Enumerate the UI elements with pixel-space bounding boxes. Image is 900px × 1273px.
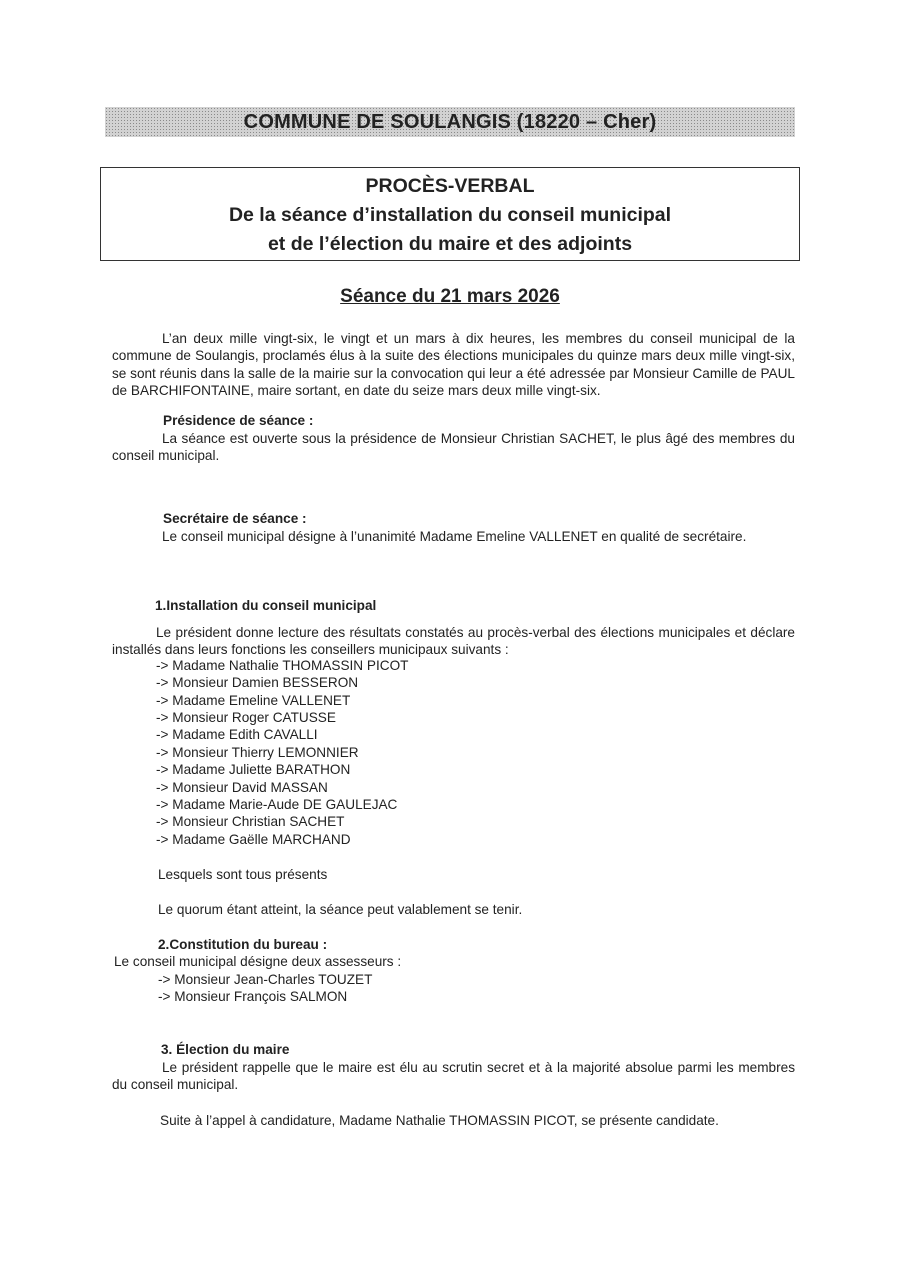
presidence-heading: Présidence de séance :	[163, 413, 314, 428]
commune-title: COMMUNE DE SOULANGIS (18220 – Cher)	[243, 110, 657, 133]
section2-text: Le conseil municipal désigne deux assesseurs :	[114, 954, 402, 969]
member-item: -> Monsieur David MASSAN	[156, 780, 328, 795]
member-item: -> Madame Emeline VALLENET	[156, 693, 351, 708]
quorum-statement: Le quorum étant atteint, la séance peut valablement se tenir.	[158, 902, 523, 917]
seance-date-heading	[0, 286, 900, 308]
document-subtitle-2: et de l’élection du maire et des adjoints	[267, 233, 633, 255]
secretaire-heading: Secrétaire de séance :	[163, 511, 307, 526]
member-item: -> Monsieur Thierry LEMONNIER	[156, 745, 359, 760]
section1-text: Le président donne lecture des résultats constatés au procès-verbal des élections municipales et déclare installés dans leurs fonctions les conseillers municipaux suivants :	[112, 625, 795, 658]
section2-heading: 2.Constitution du bureau :	[158, 937, 328, 952]
title-box	[100, 167, 800, 261]
seance-date: Séance du 21 mars 2026	[340, 286, 560, 307]
member-item: -> Monsieur Roger CATUSSE	[156, 710, 336, 725]
intro-paragraph: L’an deux mille vingt-six, le vingt et un mars à dix heures, les membres du conseil municipal de la commune de Soulangis, proclamés élus à la suite des élections municipales du quinze mars deux mille vingt-six, se sont réunis dans la salle de la mairie sur la convocation qui leur a été adressée par Monsieur Camille de PAUL de BARCHIFONTAINE, maire sortant, en date du seize mars deux mille vingt-six.	[112, 331, 795, 399]
document-subtitle-1: De la séance d’installation du conseil municipal	[228, 204, 672, 226]
section3-heading: 3. Élection du maire	[161, 1042, 290, 1057]
document-title: PROCÈS-VERBAL	[365, 175, 535, 197]
assessor-item: -> Monsieur Jean-Charles TOUZET	[158, 972, 373, 987]
candidature-statement: Suite à l’appel à candidature, Madame Nathalie THOMASSIN PICOT, se présente candidate.	[160, 1113, 719, 1128]
member-item: -> Monsieur Damien BESSERON	[156, 675, 359, 690]
member-item: -> Madame Edith CAVALLI	[156, 727, 318, 742]
secretaire-text: Le conseil municipal désigne à l’unanimité Madame Emeline VALLENET en qualité de secrétaire.	[162, 529, 747, 544]
section1-heading: 1.Installation du conseil municipal	[155, 598, 377, 613]
presidence-text: La séance est ouverte sous la présidence de Monsieur Christian SACHET, le plus âgé des membres du conseil municipal.	[112, 431, 795, 464]
member-item: -> Monsieur Christian SACHET	[156, 814, 345, 829]
assessor-item: -> Monsieur François SALMON	[158, 989, 348, 1004]
member-item: -> Madame Nathalie THOMASSIN PICOT	[156, 658, 409, 673]
presence-statement: Lesquels sont tous présents	[158, 867, 328, 882]
commune-banner	[105, 107, 795, 137]
member-item: -> Madame Juliette BARATHON	[156, 762, 351, 777]
section3-text: Le président rappelle que le maire est élu au scrutin secret et à la majorité absolue parmi les membres du conseil municipal.	[112, 1060, 795, 1093]
member-item: -> Madame Marie-Aude DE GAULEJAC	[156, 797, 398, 812]
member-item: -> Madame Gaëlle MARCHAND	[156, 832, 351, 847]
